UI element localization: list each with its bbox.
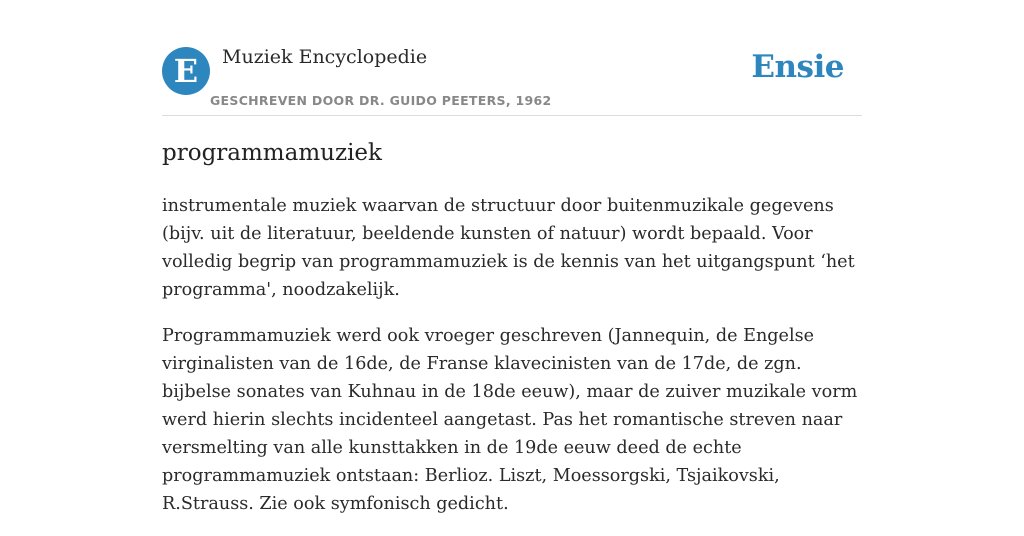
article-paragraph: instrumentale muziek waarvan de structuur door buitenmuzikale gegevens (bijv. uit de literatuur, beeldende kunsten of natuur) wordt bepaald. Voor volledig begrip van programmamuziek is de kennis van het uitgangspunt ‘het programma', noodzakelijk. — [162, 196, 855, 300]
author-byline: GESCHREVEN DOOR DR. GUIDO PEETERS, 1962 — [210, 93, 552, 108]
ensie-brand-logo[interactable]: Ensie — [751, 49, 844, 85]
header — [162, 0, 862, 116]
article-card — [162, 0, 862, 512]
article-title: programmamuziek — [162, 140, 382, 166]
article-paragraph: Programmamuziek werd ook vroeger geschreven (Jannequin, de Engelse virginalisten van de 16de, de Franse klavecinisten van de 17de, de zgn. bijbelse sonates van Kuhnau in de 18de eeuw), maar de zuiver muzikale vorm werd hierin slechts incidenteel aangetast. Pas het romantische streven naar versmelting van alle kunsttakken in de 19de eeuw deed de echte programmamuziek ontstaan: Berlioz. Liszt, Moessorgski, Tsjaikovski, R.Strauss. Zie ook symfonisch gedicht. — [162, 326, 858, 514]
publication-name[interactable]: Muziek Encyclopedie — [222, 46, 428, 68]
article-body — [162, 192, 864, 536]
encyclopedie-logo[interactable]: E — [162, 47, 210, 95]
